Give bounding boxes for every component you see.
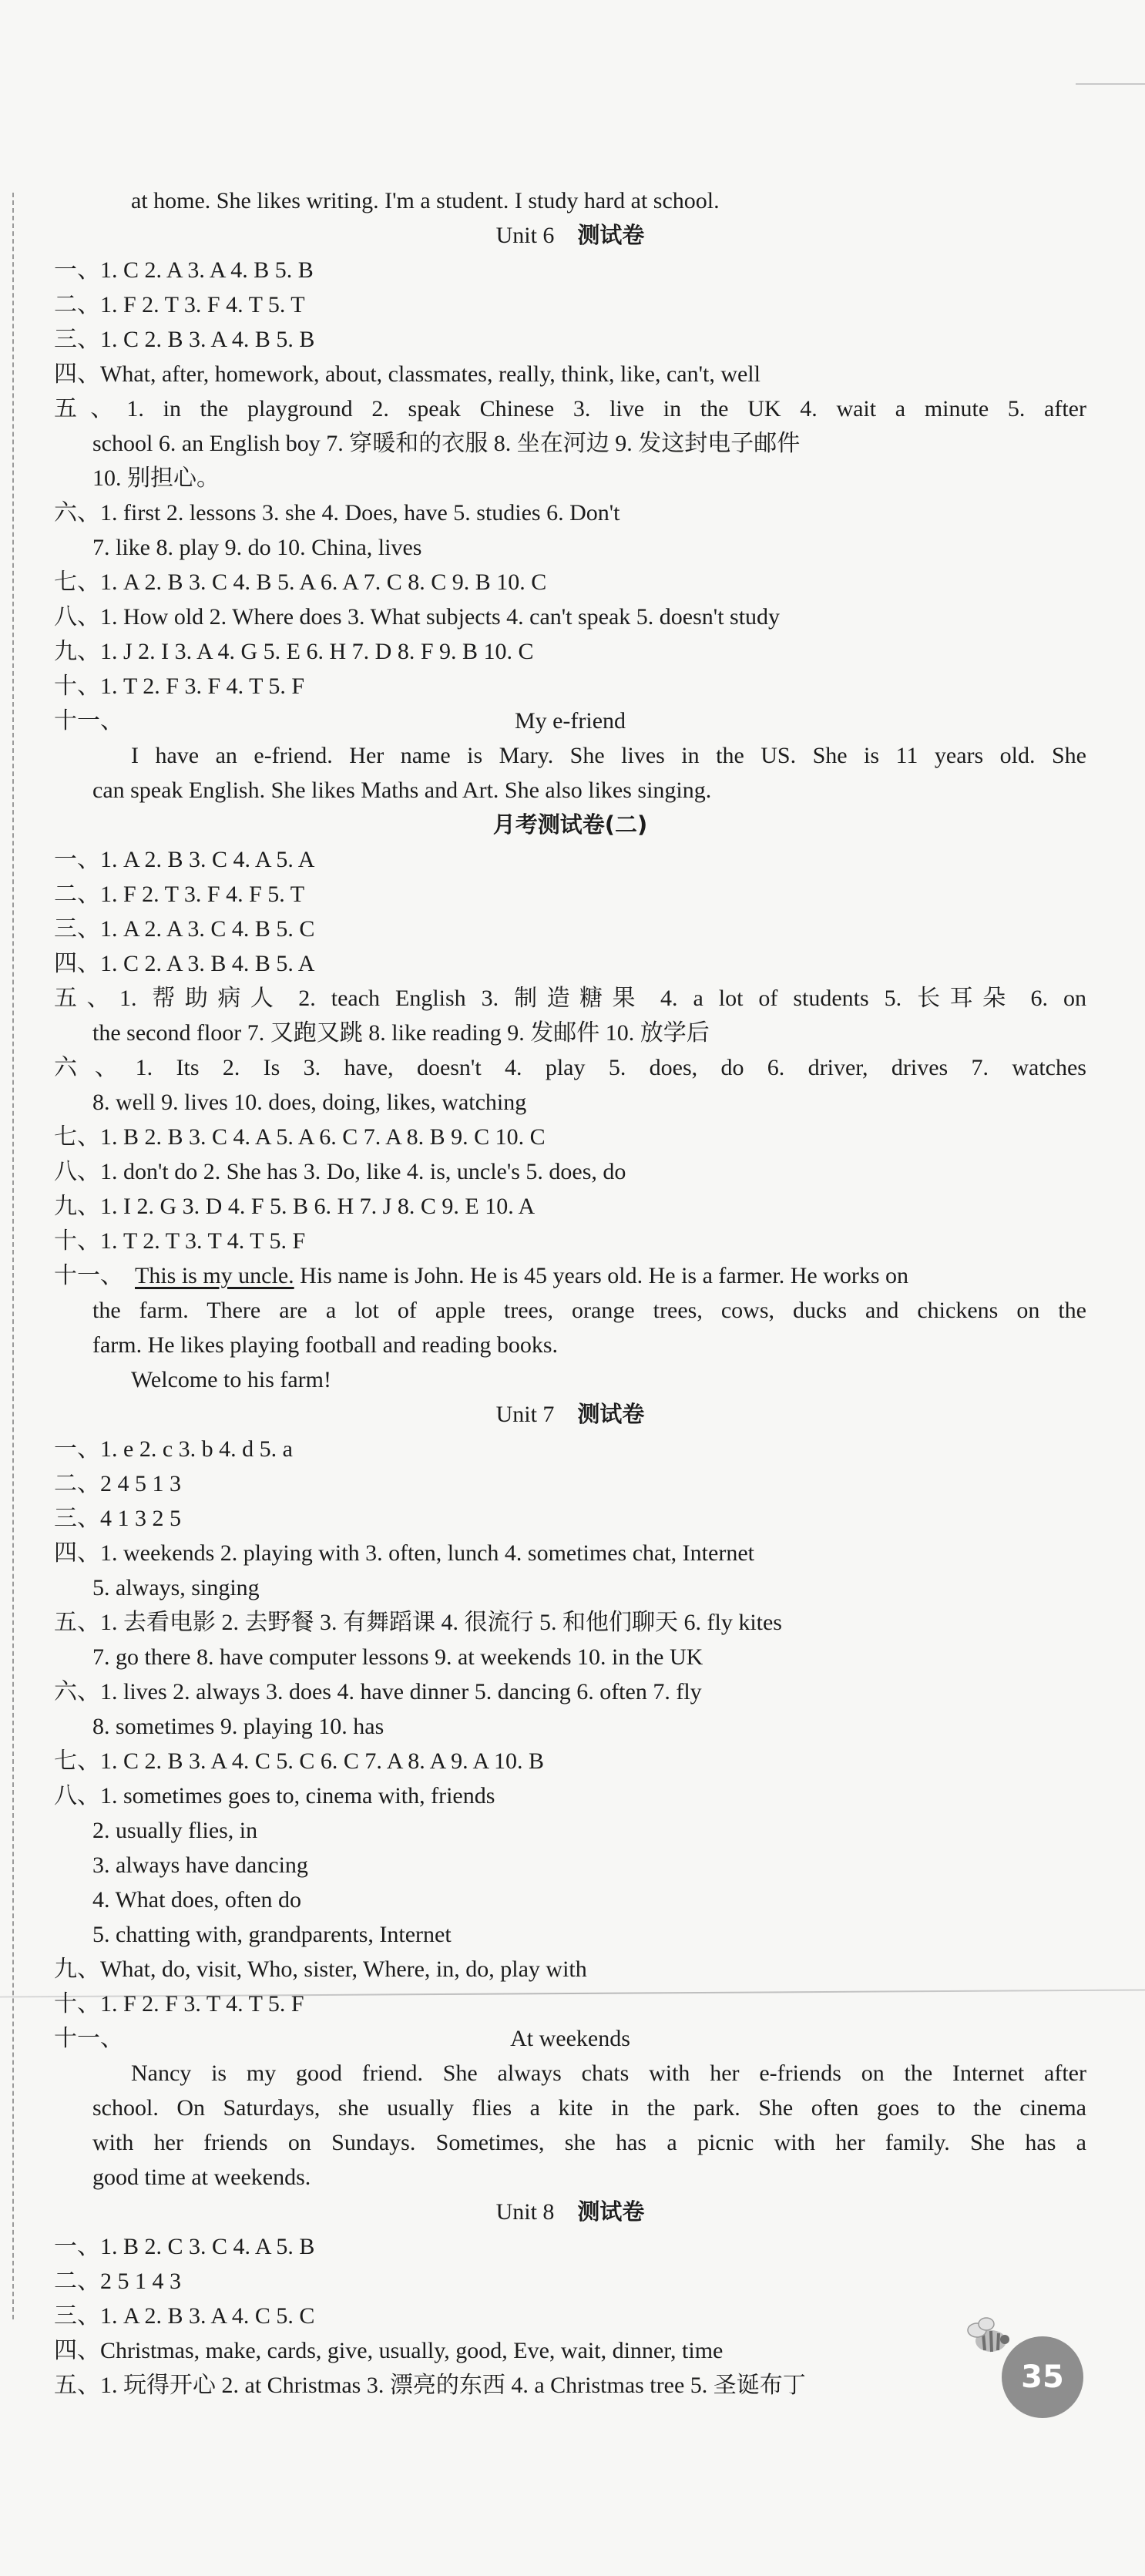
answer-line: with her friends on Sundays. Sometimes, she has a picnic with her family. She has a <box>92 2130 1086 2155</box>
answer-line: 二、1. F 2. T 3. F 4. F 5. T <box>54 882 305 907</box>
answer-line: 一、1. e 2. c 3. b 4. d 5. a <box>54 1436 293 1462</box>
answer-line: 4. What does, often do <box>92 1887 302 1913</box>
answer-line: 十、1. F 2. F 3. T 4. T 5. F <box>54 1991 304 2017</box>
answer-line: 二、2 4 5 1 3 <box>54 1471 181 1496</box>
answer-line: 8. well 9. lives 10. does, doing, likes, watching <box>92 1090 527 1115</box>
answer-line: 四、What, after, homework, about, classmates, really, think, like, can't, well <box>54 361 761 387</box>
answer-line: Nancy is my good friend. She always chats with her e-friends on the Internet after <box>131 2060 1086 2086</box>
test-label: 测试卷 <box>577 222 645 248</box>
answer-content <box>54 183 1086 2403</box>
answer-line: I have an e-friend. Her name is Mary. She lives in the US. She is 11 years old. She <box>131 743 1086 768</box>
answer-line: 三、4 1 3 2 5 <box>54 1506 181 1531</box>
passage-title: At weekends <box>510 2026 630 2051</box>
answer-line: 7. like 8. play 9. do 10. China, lives <box>92 535 422 560</box>
test-label: 测试卷 <box>577 2198 645 2225</box>
answer-line: 五、1. 帮助病人 2. teach English 3. 制造糖果 4. a lot of students 5. 长耳朵 6. on <box>54 986 1086 1011</box>
answer-line: 四、Christmas, make, cards, give, usually, good, Eve, wait, dinner, time <box>54 2338 724 2363</box>
answer-line: 一、1. B 2. C 3. C 4. A 5. B <box>54 2234 315 2259</box>
answer-line: 八、1. don't do 2. She has 3. Do, like 4. is, uncle's 5. does, do <box>54 1159 626 1184</box>
unit-title: Unit 7 <box>495 1402 555 1427</box>
test-label: 测试卷 <box>577 1401 645 1427</box>
answer-line: 七、1. C 2. B 3. A 4. C 5. C 6. C 7. A 8. A 9. A 10. B <box>54 1748 544 1774</box>
answer-line <box>54 2021 1086 2056</box>
answer-line: 月考测试卷(二) <box>492 811 648 838</box>
answer-line: 5. always, singing <box>92 1575 260 1600</box>
answer-line: 十、1. T 2. F 3. F 4. T 5. F <box>54 673 305 699</box>
answer-line: 三、1. A 2. A 3. C 4. B 5. C <box>54 916 315 942</box>
answer-line: 七、1. B 2. B 3. C 4. A 5. A 6. C 7. A 8. B 9. C 10. C <box>54 1124 546 1150</box>
answer-line: 二、2 5 1 4 3 <box>54 2269 181 2294</box>
passage-text: His name is John. He is 45 years old. He is a farmer. He works on <box>294 1263 908 1288</box>
answer-line: 五、1. in the playground 2. speak Chinese 3. live in the UK 4. wait a minute 5. after <box>54 396 1086 421</box>
answer-line <box>54 704 1086 738</box>
answer-line: good time at weekends. <box>92 2165 311 2190</box>
answer-line: Welcome to his farm! <box>131 1367 331 1392</box>
answer-line: 九、1. J 2. I 3. A 4. G 5. E 6. H 7. D 8. F 9. B 10. C <box>54 639 534 664</box>
answer-line: school. On Saturdays, she usually flies a kite in the park. She often goes to the cinema <box>92 2095 1086 2121</box>
section-label: 十一、 <box>54 1263 123 1288</box>
passage-title: My e-friend <box>514 708 626 734</box>
answer-line: 一、1. A 2. B 3. C 4. A 5. A <box>54 847 315 872</box>
answer-line: at home. She likes writing. I'm a student. I study hard at school. <box>131 188 720 213</box>
answer-line: 5. chatting with, grandparents, Internet <box>92 1922 452 1947</box>
answer-line: 九、1. I 2. G 3. D 4. F 5. B 6. H 7. J 8. C 9. E 10. A <box>54 1194 536 1219</box>
bee-decoration-icon <box>960 2313 1014 2359</box>
answer-line <box>54 1397 1086 1432</box>
answer-line: 二、1. F 2. T 3. F 4. T 5. T <box>54 292 305 317</box>
binding-margin-line <box>12 193 14 2319</box>
answer-line: 七、1. A 2. B 3. C 4. B 5. A 6. A 7. C 8. C 9. B 10. C <box>54 569 547 595</box>
answer-line: 四、1. C 2. A 3. B 4. B 5. A <box>54 951 315 976</box>
answer-line: the farm. There are a lot of apple trees, orange trees, cows, ducks and chickens on the <box>92 1298 1086 1323</box>
answer-line: 四、1. weekends 2. playing with 3. often, lunch 4. sometimes chat, Internet <box>54 1540 754 1566</box>
answer-line: 六、1. Its 2. Is 3. have, doesn't 4. play 5. does, do 6. driver, drives 7. watches <box>54 1055 1086 1080</box>
answer-line: 六、1. first 2. lessons 3. she 4. Does, have 5. studies 6. Don't <box>54 500 620 526</box>
page-number-badge: 35 <box>1002 2336 1083 2418</box>
section-label: 十一、 <box>54 2026 123 2051</box>
answer-line: 2. usually flies, in <box>92 1818 258 1843</box>
answer-line: 六、1. lives 2. always 3. does 4. have dinner 5. dancing 6. often 7. fly <box>54 1679 702 1704</box>
answer-line: 7. go there 8. have computer lessons 9. at weekends 10. in the UK <box>92 1644 703 1670</box>
answer-line: 五、1. 去看电影 2. 去野餐 3. 有舞蹈课 4. 很流行 5. 和他们聊天 6. fly kites <box>54 1610 782 1635</box>
answer-line <box>54 1258 1086 1293</box>
answer-line: 8. sometimes 9. playing 10. has <box>92 1714 384 1739</box>
answer-line: 10. 别担心。 <box>92 465 220 491</box>
answer-line: can speak English. She likes Maths and Art. She also likes singing. <box>92 778 712 803</box>
answer-line: 一、1. C 2. A 3. A 4. B 5. B <box>54 257 314 283</box>
answer-line: farm. He likes playing football and reading books. <box>92 1332 559 1358</box>
answer-line: 十、1. T 2. T 3. T 4. T 5. F <box>54 1228 306 1254</box>
answer-line: 3. always have dancing <box>92 1852 308 1878</box>
unit-title: Unit 6 <box>495 223 555 248</box>
answer-line: school 6. an English boy 7. 穿暖和的衣服 8. 坐在河边 9. 发这封电子邮件 <box>92 431 801 456</box>
section-label: 十一、 <box>54 708 123 734</box>
answer-line: 九、What, do, visit, Who, sister, Where, in, do, play with <box>54 1956 587 1982</box>
answer-line: 三、1. A 2. B 3. A 4. C 5. C <box>54 2303 315 2329</box>
top-edge-line <box>1076 83 1145 85</box>
answer-line: 八、1. sometimes goes to, cinema with, friends <box>54 1783 495 1809</box>
unit-title: Unit 8 <box>495 2199 555 2225</box>
answer-line: the second floor 7. 又跑又跳 8. like reading 9. 发邮件 10. 放学后 <box>92 1020 710 1046</box>
underlined-sentence: This is my uncle. <box>135 1263 294 1288</box>
answer-line: 三、1. C 2. B 3. A 4. B 5. B <box>54 327 315 352</box>
answer-line: 五、1. 玩得开心 2. at Christmas 3. 漂亮的东西 4. a Christmas tree 5. 圣诞布丁 <box>54 2373 806 2398</box>
answer-line <box>54 2195 1086 2229</box>
answer-line: 八、1. How old 2. Where does 3. What subjects 4. can't speak 5. doesn't study <box>54 604 781 630</box>
answer-line <box>54 218 1086 253</box>
